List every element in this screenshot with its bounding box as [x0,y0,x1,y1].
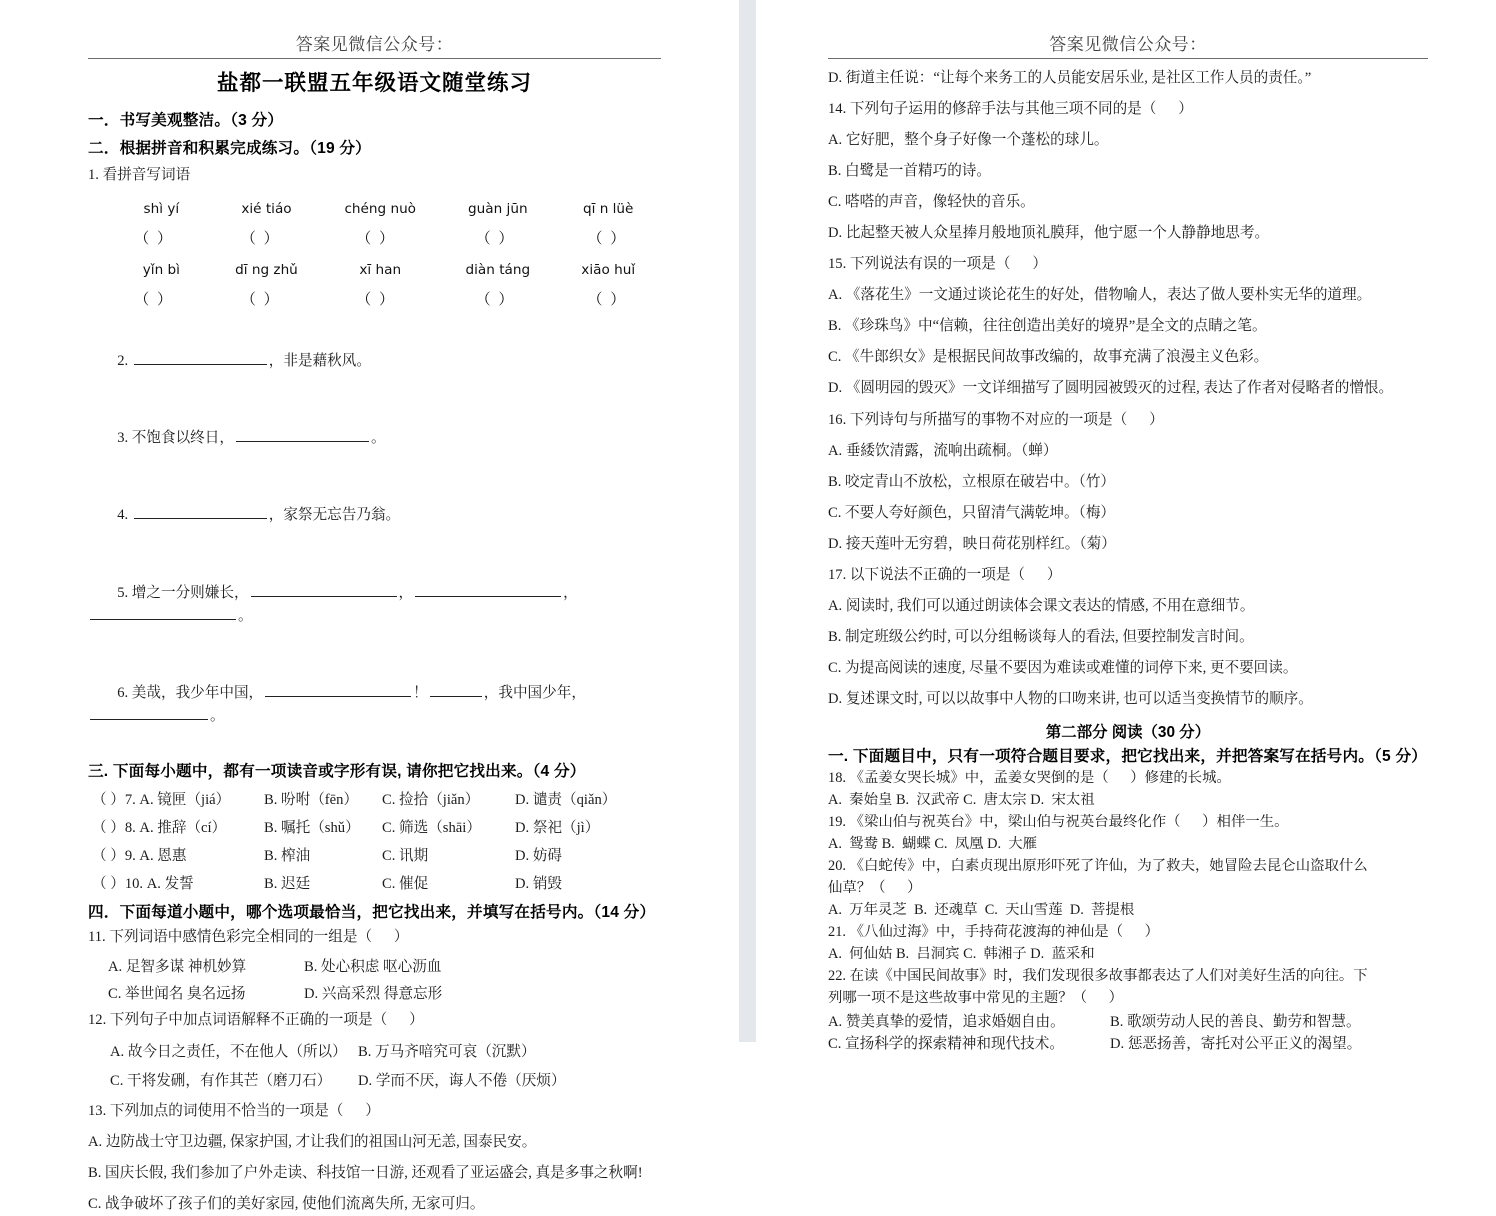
pinyin-cell: shì yí [143,201,180,218]
question-8-option-c[interactable]: C. 筛选（shāi） [382,819,481,836]
question-4-suffix: ，家祭无忘告乃翁。 [268,507,401,524]
question-10-stem[interactable]: （ ）10. A. 发誓 [92,875,194,892]
question-19-options[interactable]: A. 鸳鸯 B. 蝴蝶 C. 凤凰 D. 大雁 [828,836,1038,853]
question-13-stem: 13. 下列加点的词使用不恰当的一项是（ ） [88,1102,380,1119]
question-5-mid-2: ， [563,584,578,601]
question-2-suffix: ，非是藉秋风。 [268,353,371,370]
question-9-option-b[interactable]: B. 榨油 [264,847,311,864]
question-7-stem[interactable]: （ ）7. A. 镜匣（jiá） [92,791,231,808]
question-15-stem: 15. 下列说法有误的一项是（ ） [828,256,1047,273]
answer-paren[interactable]: （ ） [134,231,174,248]
question-16-option-c[interactable]: C. 不要人夸好颜色，只留清气满乾坤。（梅） [828,504,1116,521]
section-heading-4: 四．下面每道小题中，哪个选项最恰当，把它找出来，并填写在括号内。（14 分） [88,903,656,921]
page-left [0,0,739,1213]
answer-blank[interactable] [90,605,236,620]
question-7-option-c[interactable]: C. 捡拾（jiǎn） [382,791,480,808]
pinyin-cell: xiāo huǐ [581,262,636,279]
pinyin-cell: diàn táng [465,262,531,279]
question-8-option-d[interactable]: D. 祭祀（jì） [515,819,600,836]
question-13-option-d[interactable]: D. 街道主任说：“让每个来务工的人员能安居乐业, 是社区工作人员的责任。” [828,70,1312,86]
question-18-options[interactable]: A. 秦始皇 B. 汉武帝 C. 唐太宗 D. 宋太祖 [828,792,1095,809]
question-16-option-b[interactable]: B. 咬定青山不放松，立根原在破岩中。（竹） [828,473,1116,490]
question-9-option-c[interactable]: C. 讯期 [382,847,429,864]
question-12-option-b[interactable]: B. 万马齐喑究可哀（沉默） [358,1043,536,1060]
question-8-stem[interactable]: （ ）8. A. 推辞（cí） [92,819,227,836]
pinyin-row-2 [88,262,661,278]
part-2-title: 第二部分 阅读（30 分） [1045,723,1211,741]
question-22-option-c[interactable]: C. 宣扬科学的探索精神和现代技术。 [828,1036,1064,1053]
pinyin-cell: qī n lüè [582,201,634,218]
question-22-options-row-2 [828,1032,1428,1053]
question-2-prefix: 2. [117,353,132,370]
question-13-option-c[interactable]: C. 战争破坏了孩子们的美好家园, 使他们流离失所, 无家可归。 [88,1196,485,1213]
question-6-mid-2: ，我中国少年， [483,684,586,701]
answer-paren[interactable]: （ ） [475,231,516,248]
pinyin-cell: xī han [359,262,402,279]
question-15-option-a[interactable]: A. 《落花生》一文通过谈论花生的好处，借物喻人，表达了做人要朴实无华的道理。 [828,287,1372,304]
question-12-options-row-2 [88,1069,661,1090]
question-6 [88,659,661,751]
question-10-option-d[interactable]: D. 销毁 [515,875,563,892]
question-13-option-a[interactable]: A. 边防战士守卫边疆, 保家护国, 才让我们的祖国山河无恙, 国泰民安。 [88,1133,537,1150]
answer-blank[interactable] [134,350,267,365]
part-2-section-heading: 一. 下面题目中，只有一项符合题目要求，把它找出来，并把答案写在括号内。（5 分） [828,747,1428,765]
question-15-option-d[interactable]: D. 《圆明园的毁灭》一文详细描写了圆明园被毁灭的过程, 表达了作者对侵略者的憎恨。 [828,380,1394,397]
question-5-mid-1: ， [398,584,414,601]
pinyin-cell: guàn jūn [468,201,528,218]
answer-paren[interactable]: （ ） [587,231,628,248]
page-header-note: 答案见微信公众号： [1049,35,1207,54]
question-13-option-b[interactable]: B. 国庆长假, 我们参加了户外走读、科技馆一日游, 还观看了亚运盛会, 真是多事之秋啊! [88,1165,643,1182]
pinyin-row-1 [88,201,661,217]
question-20-options[interactable]: A. 万年灵芝 B. 还魂草 C. 天山雪莲 D. 菩提根 [828,902,1135,919]
question-12-option-c[interactable]: C. 干将发硎，有作其芒（磨刀石） [110,1072,332,1089]
answer-paren[interactable]: （ ） [475,292,516,309]
question-6-mid-1: ！ [413,684,428,701]
question-7 [88,788,661,809]
question-14-option-a[interactable]: A. 它好肥，整个身子好像一个蓬松的球儿。 [828,132,1109,149]
question-11-option-b[interactable]: B. 处心积虑 呕心沥血 [304,958,442,975]
section-heading-3: 三. 下面每小题中，都有一项读音或字形有误, 请你把它找出来。（4 分） [88,762,586,780]
question-12-option-d[interactable]: D. 学而不厌，诲人不倦（厌烦） [358,1072,566,1089]
question-11-option-d[interactable]: D. 兴高采烈 得意忘形 [304,985,443,1002]
question-10 [88,872,661,893]
question-7-option-b[interactable]: B. 吩咐（fēn） [264,791,359,808]
question-6-prefix: 6. 美哉，我少年中国， [117,684,264,701]
answer-paren-row-1 [88,227,661,248]
question-11-options-row-2 [88,982,661,1003]
question-4-prefix: 4. [117,507,132,524]
question-22-option-d[interactable]: D. 惩恶扬善，寄托对公平正义的渴望。 [1110,1036,1362,1053]
question-21-stem: 21. 《八仙过海》中，手持荷花渡海的神仙是（ ） [828,924,1159,941]
question-17-option-b[interactable]: B. 制定班级公约时, 可以分组畅谈每人的看法, 但要控制发言时间。 [828,628,1254,645]
page-gutter [739,0,756,1042]
question-22-option-b[interactable]: B. 歌颂劳动人民的善良、勤劳和智慧。 [1110,1014,1361,1031]
question-11-options-row-1 [88,955,661,976]
question-4 [88,481,661,550]
question-11-stem: 11. 下列词语中感情色彩完全相同的一组是（ ） [88,928,409,945]
header-divider [88,58,661,59]
question-19-stem: 19. 《梁山伯与祝英台》中，梁山伯与祝英台最终化作（ ）相伴一生。 [828,814,1289,831]
answer-blank[interactable] [90,705,208,720]
section-heading-2: 二．根据拼音和积累完成练习。（19 分） [88,140,371,157]
answer-blank[interactable] [265,682,411,697]
question-5-suffix: 。 [238,607,253,624]
question-10-option-c[interactable]: C. 催促 [382,875,429,892]
section-heading-1: 一．书写美观整洁。（3 分） [88,112,284,129]
pinyin-cell: dī ng zhǔ [235,262,298,279]
question-16-option-a[interactable]: A. 垂緌饮清露，流响出疏桐。（蝉） [828,442,1058,459]
question-7-option-d[interactable]: D. 谴责（qiǎn） [515,791,617,808]
answer-blank[interactable] [236,427,369,442]
question-12-option-a[interactable]: A. 故今日之责任，不在他人（所以） [110,1043,347,1060]
question-9 [88,844,661,865]
question-2 [88,327,661,396]
answer-blank[interactable] [430,682,482,697]
question-17-option-a[interactable]: A. 阅读时, 我们可以通过朗读体会课文表达的情感, 不用在意细节。 [828,597,1255,614]
page-right [756,0,1496,1053]
question-15-option-c[interactable]: C. 《牛郎织女》是根据民间故事改编的，故事充满了浪漫主义色彩。 [828,349,1269,366]
question-14-option-c[interactable]: C. 嗒嗒的声音，像轻快的音乐。 [828,194,1035,211]
answer-blank[interactable] [251,582,397,597]
question-14-option-d[interactable]: D. 比起整天被人众星捧月般地顶礼膜拜，他宁愿一个人静静地思考。 [828,225,1270,242]
header-divider [828,58,1428,59]
question-22-stem: 22. 在读《中国民间故事》时，我们发现很多故事都表达了人们对美好生活的向往。下 [828,968,1368,985]
question-12-stem: 12. 下列句子中加点词语解释不正确的一项是（ ） [88,1011,424,1028]
question-15-option-b[interactable]: B. 《珍珠鸟》中“信赖，往往创造出美好的境界”是全文的点睛之笔。 [828,318,1267,335]
question-1-label: 1. 看拼音写词语 [88,167,191,183]
question-9-stem[interactable]: （ ）9. A. 恩惠 [92,847,187,864]
answer-paren[interactable]: （ ） [587,292,628,309]
pinyin-cell: chéng nuò [344,201,417,218]
question-14-option-b[interactable]: B. 白鹭是一首精巧的诗。 [828,163,991,180]
question-8-option-b[interactable]: B. 嘱托（shǔ） [264,819,360,836]
question-14-stem: 14. 下列句子运用的修辞手法与其他三项不同的是（ ） [828,101,1193,118]
question-3-prefix: 3. 不饱食以终日， [117,430,234,447]
question-16-stem: 16. 下列诗句与所描写的事物不对应的一项是（ ） [828,411,1164,428]
page-title: 盐都一联盟五年级语文随堂练习 [216,71,532,95]
question-12-options-row-1 [88,1040,661,1061]
question-21-options[interactable]: A. 何仙姑 B. 吕洞宾 C. 韩湘子 D. 蓝采和 [828,946,1095,963]
question-17-option-d[interactable]: D. 复述课文时, 可以以故事中人物的口吻来讲, 也可以适当变换情节的顺序。 [828,690,1313,707]
pinyin-cell: xié tiáo [241,201,292,218]
question-5 [88,558,661,650]
question-10-option-b[interactable]: B. 迟廷 [264,875,311,892]
question-16-option-d[interactable]: D. 接天莲叶无穷碧，映日荷花别样红。（菊） [828,535,1116,552]
question-17-option-c[interactable]: C. 为提高阅读的速度, 尽量不要因为难读或难懂的词停下来, 更不要回读。 [828,659,1298,676]
question-3 [88,404,661,473]
question-5-prefix: 5. 增之一分则嫌长， [117,584,249,601]
answer-paren-row-2 [88,288,661,309]
question-9-option-d[interactable]: D. 妨碍 [515,847,563,864]
answer-paren[interactable]: （ ） [240,231,281,248]
answer-paren[interactable]: （ ） [240,292,281,309]
question-3-suffix: 。 [370,430,386,447]
question-22-stem-cont: 列哪一项不是这些故事中常见的主题？（ ） [828,990,1124,1007]
answer-blank[interactable] [134,504,267,519]
question-6-suffix: 。 [210,707,225,724]
question-20-stem-cont: 仙草？（ ） [828,880,922,897]
question-11-option-c[interactable]: C. 举世闻名 臭名远扬 [108,985,246,1002]
question-8 [88,816,661,837]
pinyin-cell: yǐn bì [142,262,180,279]
page-header-note: 答案见微信公众号： [295,35,454,54]
question-18-stem: 18. 《孟姜女哭长城》中，孟姜女哭倒的是（ ）修建的长城。 [828,769,1231,786]
question-22-options-row-1 [828,1010,1428,1031]
answer-paren[interactable]: （ ） [356,231,397,248]
answer-blank[interactable] [415,582,561,597]
question-11-option-a[interactable]: A. 足智多谋 神机妙算 [108,958,247,975]
question-20-stem: 20. 《白蛇传》中，白素贞现出原形吓死了许仙，为了救夫，她冒险去昆仑山盗取什么 [828,858,1368,875]
answer-paren[interactable]: （ ） [356,292,397,309]
question-22-option-a[interactable]: A. 赞美真挚的爱情，追求婚姻自由。 [828,1014,1065,1031]
question-17-stem: 17. 以下说法不正确的一项是（ ） [828,566,1062,583]
answer-paren[interactable]: （ ） [134,292,174,309]
